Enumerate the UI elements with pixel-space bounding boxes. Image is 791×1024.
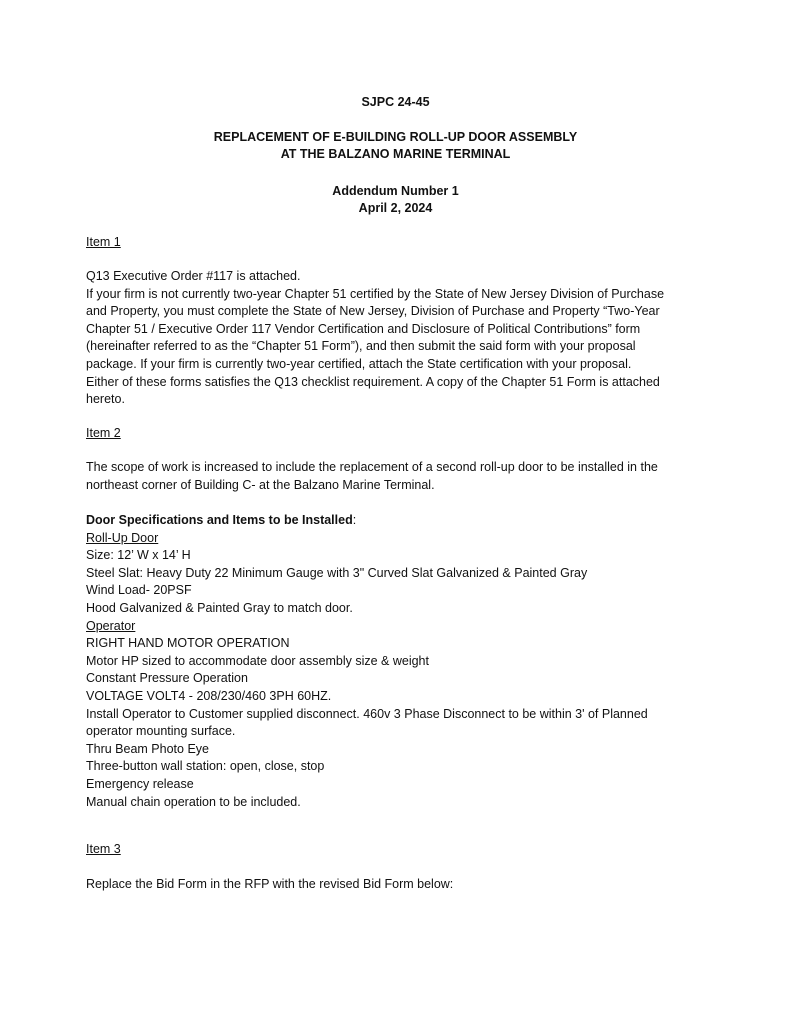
operator-spec-line: Emergency release [86, 776, 194, 791]
rollup-spec-line: Size: 12’ W x 14’ H [86, 548, 191, 563]
title-line-2: AT THE BALZANO MARINE TERMINAL [280, 147, 511, 161]
item-1-heading: Item 1 [86, 235, 121, 249]
item-2-line: The scope of work is increased to include the replacement of a second roll-up door to be installed in the [86, 460, 658, 474]
item-1-line: Q13 Executive Order #117 is attached. [86, 269, 301, 283]
item-1-line: (hereinafter referred to as the “Chapter 51 Form”), and then submit the said form with your proposal [86, 339, 636, 354]
addendum-date: April 2, 2024 [358, 201, 433, 215]
operator-spec-line: operator mounting surface. [86, 724, 236, 739]
rollup-spec-line: Hood Galvanized & Painted Gray to match door. [86, 600, 353, 615]
item-2-heading: Item 2 [86, 426, 121, 440]
operator-spec-line: VOLTAGE VOLT4 - 208/230/460 3PH 60HZ. [86, 688, 332, 703]
project-number: SJPC 24-45 [361, 95, 430, 109]
item-1-line: If your firm is not currently two-year Chapter 51 certified by the State of New Jersey Division of Purchase [86, 286, 665, 301]
rollup-door-heading: Roll-Up Door [86, 530, 159, 545]
item-2-body [86, 459, 726, 494]
operator-spec-line: RIGHT HAND MOTOR OPERATION [86, 636, 290, 651]
item-1-line: package. If your firm is currently two-year certified, attach the State certification with your proposal. [86, 356, 632, 371]
operator-spec-line: Thru Beam Photo Eye [86, 741, 209, 756]
rollup-spec-line: Wind Load- 20PSF [86, 583, 192, 598]
item-1-body [86, 268, 726, 409]
item-2-line: northeast corner of Building C- at the Balzano Marine Terminal. [86, 477, 435, 492]
title-line-1: REPLACEMENT OF E-BUILDING ROLL-UP DOOR ASSEMBLY [213, 130, 578, 144]
operator-spec-line: Manual chain operation to be included. [86, 794, 301, 809]
item-3-heading: Item 3 [86, 842, 121, 856]
specifications-section [86, 512, 726, 811]
item-1-line: Either of these forms satisfies the Q13 checklist requirement. A copy of the Chapter 51 Form is attached [86, 374, 660, 389]
operator-spec-line: Three-button wall station: open, close, stop [86, 759, 325, 774]
rollup-spec-line: Steel Slat: Heavy Duty 22 Minimum Gauge with 3" Curved Slat Galvanized & Painted Gray [86, 565, 588, 580]
operator-spec-line: Constant Pressure Operation [86, 671, 248, 686]
specifications-heading-text: Door Specifications and Items to be Installed [86, 513, 353, 527]
specifications-heading-colon: : [352, 513, 357, 527]
item-1-line: and Property, you must complete the State of New Jersey, Division of Purchase and Property “Two-Year [86, 304, 660, 319]
operator-heading: Operator [86, 618, 136, 633]
item-1-line: Chapter 51 / Executive Order 117 Vendor Certification and Disclosure of Political Contributions” form [86, 321, 641, 336]
specifications-heading [86, 512, 726, 530]
operator-spec-line: Install Operator to Customer supplied disconnect. 460v 3 Phase Disconnect to be within 3' of Planned [86, 706, 648, 721]
operator-spec-line: Motor HP sized to accommodate door assembly size & weight [86, 653, 429, 668]
addendum-number: Addendum Number 1 [332, 184, 459, 198]
item-1-line: hereto. [86, 392, 125, 407]
item-3-text: Replace the Bid Form in the RFP with the revised Bid Form below: [86, 877, 454, 891]
